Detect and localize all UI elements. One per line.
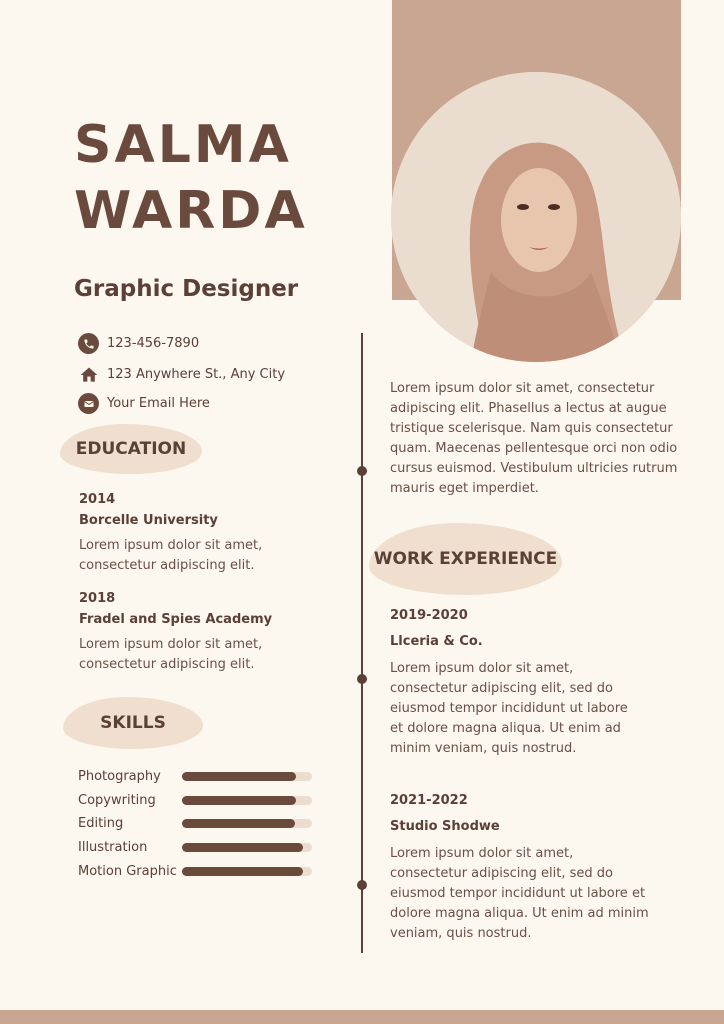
skill-bar — [182, 796, 312, 805]
email-text: Your Email Here — [107, 396, 210, 411]
education-year: 2014 — [79, 492, 116, 507]
education-year: 2018 — [79, 591, 116, 606]
education-desc-line: consectetur adipiscing elit. — [79, 558, 255, 573]
job-title: Graphic Designer — [74, 276, 299, 302]
skill-label: Copywriting — [78, 792, 156, 808]
work-desc-line: et dolore magna aliqua. Ut enim ad — [390, 721, 621, 736]
education-desc-line: consectetur adipiscing elit. — [79, 657, 255, 672]
skill-row — [78, 766, 314, 786]
education-school: Fradel and Spies Academy — [79, 612, 273, 627]
skill-bar-fill — [182, 843, 303, 852]
work-desc-line: dolore magna aliqua. Ut enim ad minim — [390, 906, 649, 921]
education-desc-line: Lorem ipsum dolor sit amet, — [79, 637, 263, 652]
skill-bar — [182, 867, 312, 876]
skill-label: Editing — [78, 815, 124, 831]
skill-bar-fill — [182, 867, 303, 876]
work-desc-line: Lorem ipsum dolor sit amet, — [390, 661, 574, 676]
skills-heading: SKILLS — [63, 697, 203, 749]
work-desc-line: consectetur adipiscing elit, sed do — [390, 681, 613, 696]
home-icon — [78, 364, 99, 385]
full-name — [74, 112, 308, 244]
timeline-dot — [357, 466, 367, 476]
phone-number: 123-456-7890 — [107, 336, 200, 351]
skill-row — [78, 861, 314, 881]
profile-photo — [391, 72, 681, 362]
education-desc-line: Lorem ipsum dolor sit amet, — [79, 538, 263, 553]
work-period: 2021-2022 — [390, 793, 468, 808]
skill-bar-fill — [182, 772, 296, 781]
skill-bar-fill — [182, 796, 296, 805]
timeline-dot — [357, 880, 367, 890]
skill-bar — [182, 819, 312, 828]
phone-icon — [78, 333, 99, 354]
timeline-dot — [357, 674, 367, 684]
skill-row — [78, 790, 314, 810]
work-desc-line: minim veniam, quis nostrud. — [390, 741, 577, 756]
timeline-line — [361, 333, 363, 953]
profile-summary: Lorem ipsum dolor sit amet, consectetur adipiscing elit. Phasellus a lectus at augue tristique scelerisque. Nam quis consectetur quam. Maecenas pellentesque orci non odio cursus euismod. Vestibulum ultricies rutrum mauris eget imperdiet. — [390, 381, 678, 496]
work-heading: WORK EXPERIENCE — [369, 523, 562, 595]
work-desc-line: veniam, quis nostrud. — [390, 926, 532, 941]
last-name: WARDA — [74, 181, 308, 241]
skill-label: Illustration — [78, 839, 148, 855]
first-name: SALMA — [74, 115, 292, 175]
contact-address — [78, 364, 285, 385]
education-heading: EDUCATION — [60, 424, 202, 474]
work-period: 2019-2020 — [390, 608, 468, 623]
work-desc-line: eiusmod tempor incididunt ut labore et — [390, 886, 646, 901]
address-text: 123 Anywhere St., Any City — [107, 367, 286, 382]
work-company: Studio Shodwe — [390, 819, 500, 834]
work-desc-line: eiusmod tempor incididunt ut labore — [390, 701, 628, 716]
contact-phone — [78, 333, 199, 354]
education-school: Borcelle University — [79, 513, 218, 528]
work-company: Llceria & Co. — [390, 634, 483, 649]
skill-bar — [182, 843, 312, 852]
skill-row — [78, 813, 314, 833]
skill-row — [78, 837, 314, 857]
email-icon — [78, 393, 99, 414]
skill-label: Motion Graphic — [78, 863, 177, 879]
footer-bar — [0, 1010, 724, 1024]
work-desc-line: consectetur adipiscing elit, sed do — [390, 866, 613, 881]
skill-label: Photography — [78, 768, 161, 784]
contact-email — [78, 393, 210, 414]
skill-bar-fill — [182, 819, 295, 828]
skill-bar — [182, 772, 312, 781]
work-desc-line: Lorem ipsum dolor sit amet, — [390, 846, 574, 861]
